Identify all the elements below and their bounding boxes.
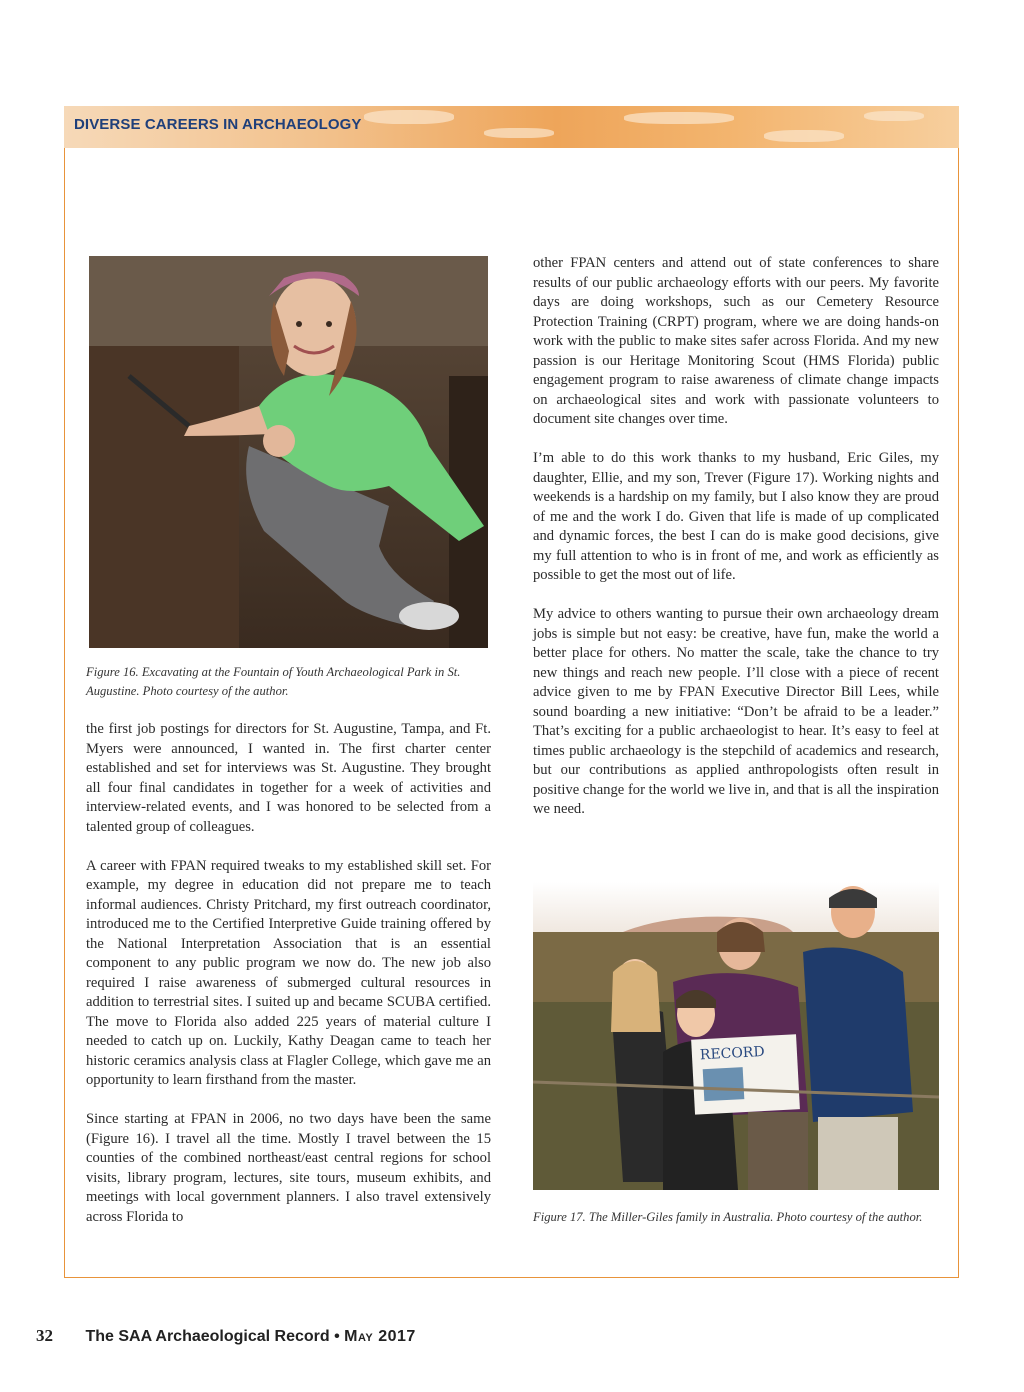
- newspaper-title: RECORD: [699, 1043, 766, 1064]
- banner-title: DIVERSE CAREERS IN ARCHAEOLOGY: [74, 116, 362, 133]
- page-footer: [36, 1326, 416, 1346]
- family-illustration: [533, 882, 939, 1190]
- section-banner: [64, 106, 959, 148]
- issue-date: May 2017: [344, 1328, 416, 1345]
- paragraph: I’m able to do this work thanks to my husband, Eric Giles, my daughter, Ellie, and my son, Trever (Figure 17). Working nights and weekends is a hardship on my family, but I also know they are proud of me and the work I do. Given that life is made of up complicated and dynamic forces, the best I can do is make good decisions, give my full attention to who is in front of me, and work as efficiently as possible to get the most out of life.: [533, 450, 939, 583]
- excavation-illustration: [89, 256, 488, 648]
- footer-separator: •: [334, 1328, 340, 1345]
- figure-17-photo: [533, 882, 939, 1190]
- figure-16-photo: [89, 256, 488, 648]
- figure-17-caption: Figure 17. The Miller-Giles family in Australia. Photo courtesy of the author.: [533, 1210, 923, 1224]
- page-number: 32: [36, 1326, 53, 1345]
- paragraph: My advice to others wanting to pursue their own archaeology dream jobs is simple but not easy: be creative, have fun, make the world a better place for others. No matter the scale, take the chance to try new things and reach new people. I’ll close with a piece of recent advice given to me by FPAN Executive Director Bill Lees, while sound boarding a new initiative: “Don’t be afraid to be a leader.” That’s exciting for a public archaeologist to hear. It’s easy to feel at times public archaeology is the stepchild of academics and research, but our contributions as applied anthropologists often result in positive change for the world we live in, and that is all the inspiration we need.: [533, 606, 939, 817]
- publication-name: The SAA Archaeological Record: [85, 1328, 330, 1345]
- paragraph: A career with FPAN required tweaks to my established skill set. For example, my degree in education did not prepare me to teach informal audiences. Christy Pritchard, my first outreach coordinator, introduced me to the Certified Interpretive Guide training offered by the National Interpretation Association that is an essential component to any public program we now do. The new job also required I raise awareness of submerged cultural resources in addition to terrestrial sites. I suited up and became SCUBA certified. The move to Florida also added 225 years of material culture I needed to catch up on. Luckily, Kathy Deagan came to teach her historic ceramics analysis class at Flagler College, which gave me an opportunity to learn firsthand from the master.: [86, 857, 491, 1088]
- paragraph: Since starting at FPAN in 2006, no two days have been the same (Figure 16). I travel all the time. Mostly I travel between the 15 counties of the combined northeast/east central regions for school visits, library program, lectures, site tours, museum exhibits, and meetings with local government planners. I also travel extensively across Florida to: [86, 1111, 491, 1225]
- paragraph: the first job postings for directors for St. Augustine, Tampa, and Ft. Myers were announced, I wanted in. The first charter center established and set for interviews was St. Augustine. They brought all four final candidates in together for a week of activities and interview-related events, and I was honored to be selected from a talented group of colleagues.: [86, 721, 491, 835]
- left-column: [86, 720, 491, 1247]
- figure-16-caption: Figure 16. Excavating at the Fountain of Youth Archaeological Park in St. Augustine. Photo courtesy of the author.: [86, 665, 461, 698]
- paragraph: other FPAN centers and attend out of state conferences to share results of our public archaeology efforts with our peers. My favorite days are doing workshops, such as our Cemetery Resource Protection Training (CRPT) program, where we are doing hands-on work with the public to make sites safer across Florida. And my new passion is our Heritage Monitoring Scout (HMS Florida) public engagement program to raise awareness of climate change impacts on archaeological sites and work with passionate volunteers to document site changes over time.: [533, 255, 939, 427]
- right-column: [533, 254, 939, 839]
